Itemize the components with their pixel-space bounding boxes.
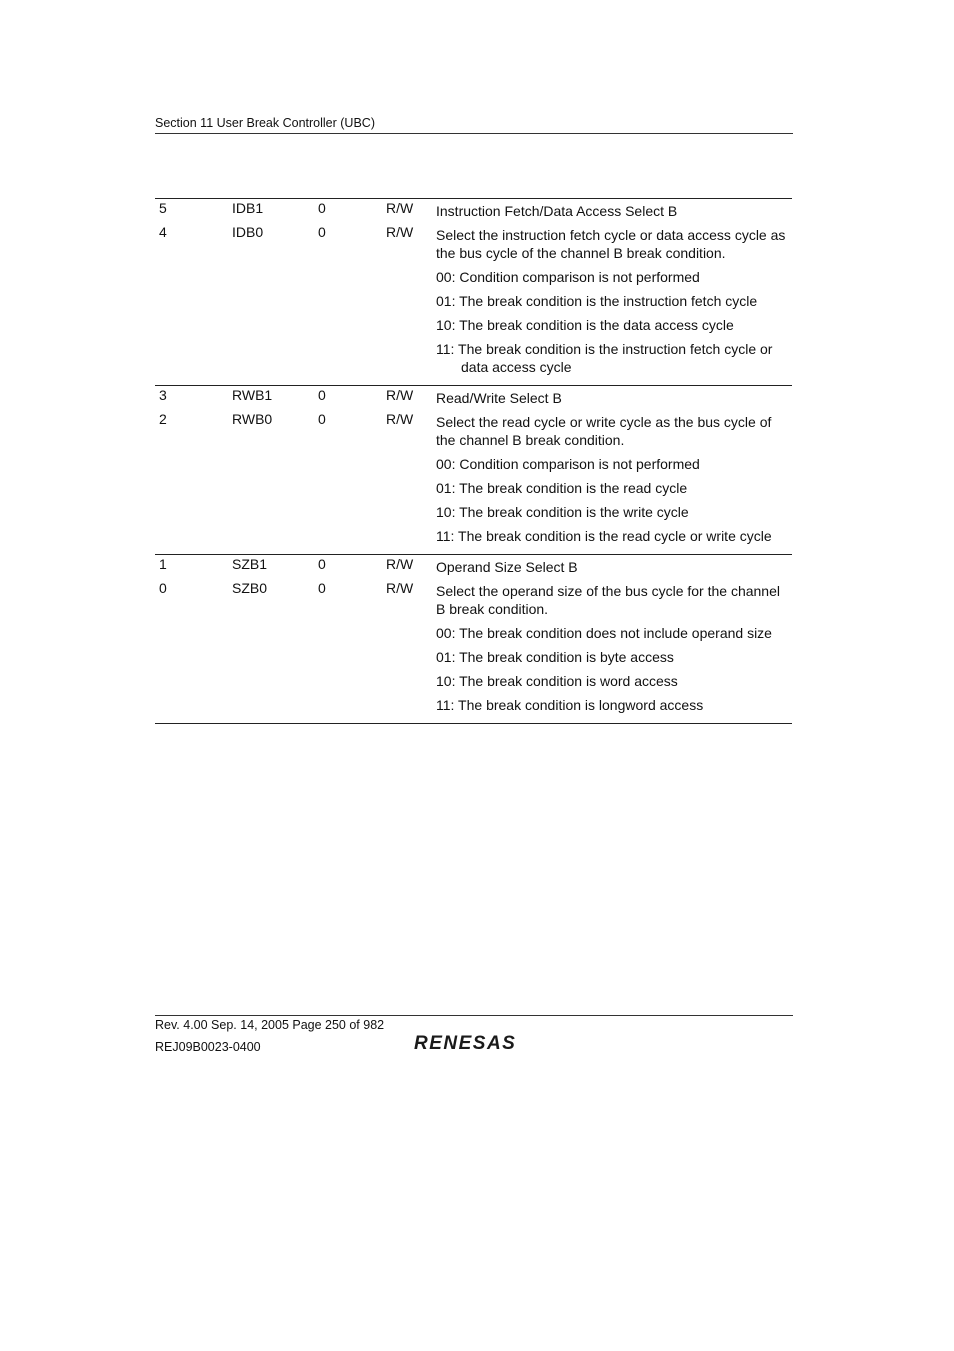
- read-write: R/W: [386, 200, 414, 216]
- bit-description: Operand Size Select B: [436, 559, 578, 575]
- initial-value: 0: [318, 200, 326, 216]
- option-item: 11: The break condition is the instruction fetch cycle or data access cycle: [436, 341, 773, 375]
- bit-description: Select the operand size of the bus cycle for the channel B break condition.: [436, 583, 780, 617]
- table-row: [155, 579, 792, 621]
- bit-description: Select the read cycle or write cycle as the bus cycle of the channel B break condition.: [436, 414, 772, 448]
- read-write: R/W: [386, 411, 414, 427]
- bit-number: 1: [159, 556, 167, 572]
- bit-group-idb: [155, 199, 792, 385]
- renesas-logo: [412, 1031, 536, 1053]
- initial-value: 0: [318, 224, 326, 240]
- option-item: 00: Condition comparison is not performed: [436, 269, 700, 285]
- table-row: [155, 410, 792, 452]
- bit-name: SZB0: [232, 580, 268, 596]
- section-title: Section 11 User Break Controller (UBC): [155, 116, 375, 130]
- option-item: 00: Condition comparison is not performed: [436, 456, 700, 472]
- table-row: [155, 199, 792, 223]
- bit-name: SZB1: [232, 556, 268, 572]
- table-row: [155, 223, 792, 265]
- initial-value: 0: [318, 387, 326, 403]
- option-item: 01: The break condition is the instruction fetch cycle: [436, 293, 758, 309]
- table-row: [155, 555, 792, 579]
- option-item: 11: The break condition is the read cycle or write cycle: [436, 528, 772, 544]
- table-row: [155, 386, 792, 410]
- bit-number: 0: [159, 580, 167, 596]
- bit-description: Read/Write Select B: [436, 390, 562, 406]
- register-bit-table: [155, 198, 792, 724]
- read-write: R/W: [386, 580, 414, 596]
- read-write: R/W: [386, 224, 414, 240]
- bit-group-rwb: [155, 385, 792, 554]
- document-number: REJ09B0023-0400: [155, 1040, 261, 1054]
- footer-divider: [155, 1015, 793, 1016]
- bit-name: IDB0: [232, 224, 264, 240]
- bit-description: Select the instruction fetch cycle or data access cycle as the bus cycle of the channel B break condition.: [436, 227, 786, 261]
- option-item: 01: The break condition is the read cycle: [436, 480, 688, 496]
- renesas-logo-text: RENESAS: [414, 1033, 517, 1053]
- option-item: 11: The break condition is longword access: [436, 697, 704, 713]
- bit-number: 4: [159, 224, 167, 240]
- bit-number: 3: [159, 387, 167, 403]
- page-header: [155, 116, 793, 134]
- bit-name: IDB1: [232, 200, 264, 216]
- option-item: 10: The break condition is word access: [436, 673, 678, 689]
- read-write: R/W: [386, 556, 414, 572]
- read-write: R/W: [386, 387, 414, 403]
- bit-description: Instruction Fetch/Data Access Select B: [436, 203, 678, 219]
- bit-number: 2: [159, 411, 167, 427]
- option-item: 00: The break condition does not include operand size: [436, 625, 772, 641]
- bit-number: 5: [159, 200, 167, 216]
- initial-value: 0: [318, 411, 326, 427]
- bit-group-szb: [155, 554, 792, 723]
- initial-value: 0: [318, 580, 326, 596]
- bit-name: RWB0: [232, 411, 273, 427]
- option-item: 01: The break condition is byte access: [436, 649, 674, 665]
- bit-name: RWB1: [232, 387, 273, 403]
- option-item: 10: The break condition is the data access cycle: [436, 317, 734, 333]
- initial-value: 0: [318, 556, 326, 572]
- revision-info: Rev. 4.00 Sep. 14, 2005 Page 250 of 982: [155, 1018, 385, 1032]
- option-item: 10: The break condition is the write cycle: [436, 504, 689, 520]
